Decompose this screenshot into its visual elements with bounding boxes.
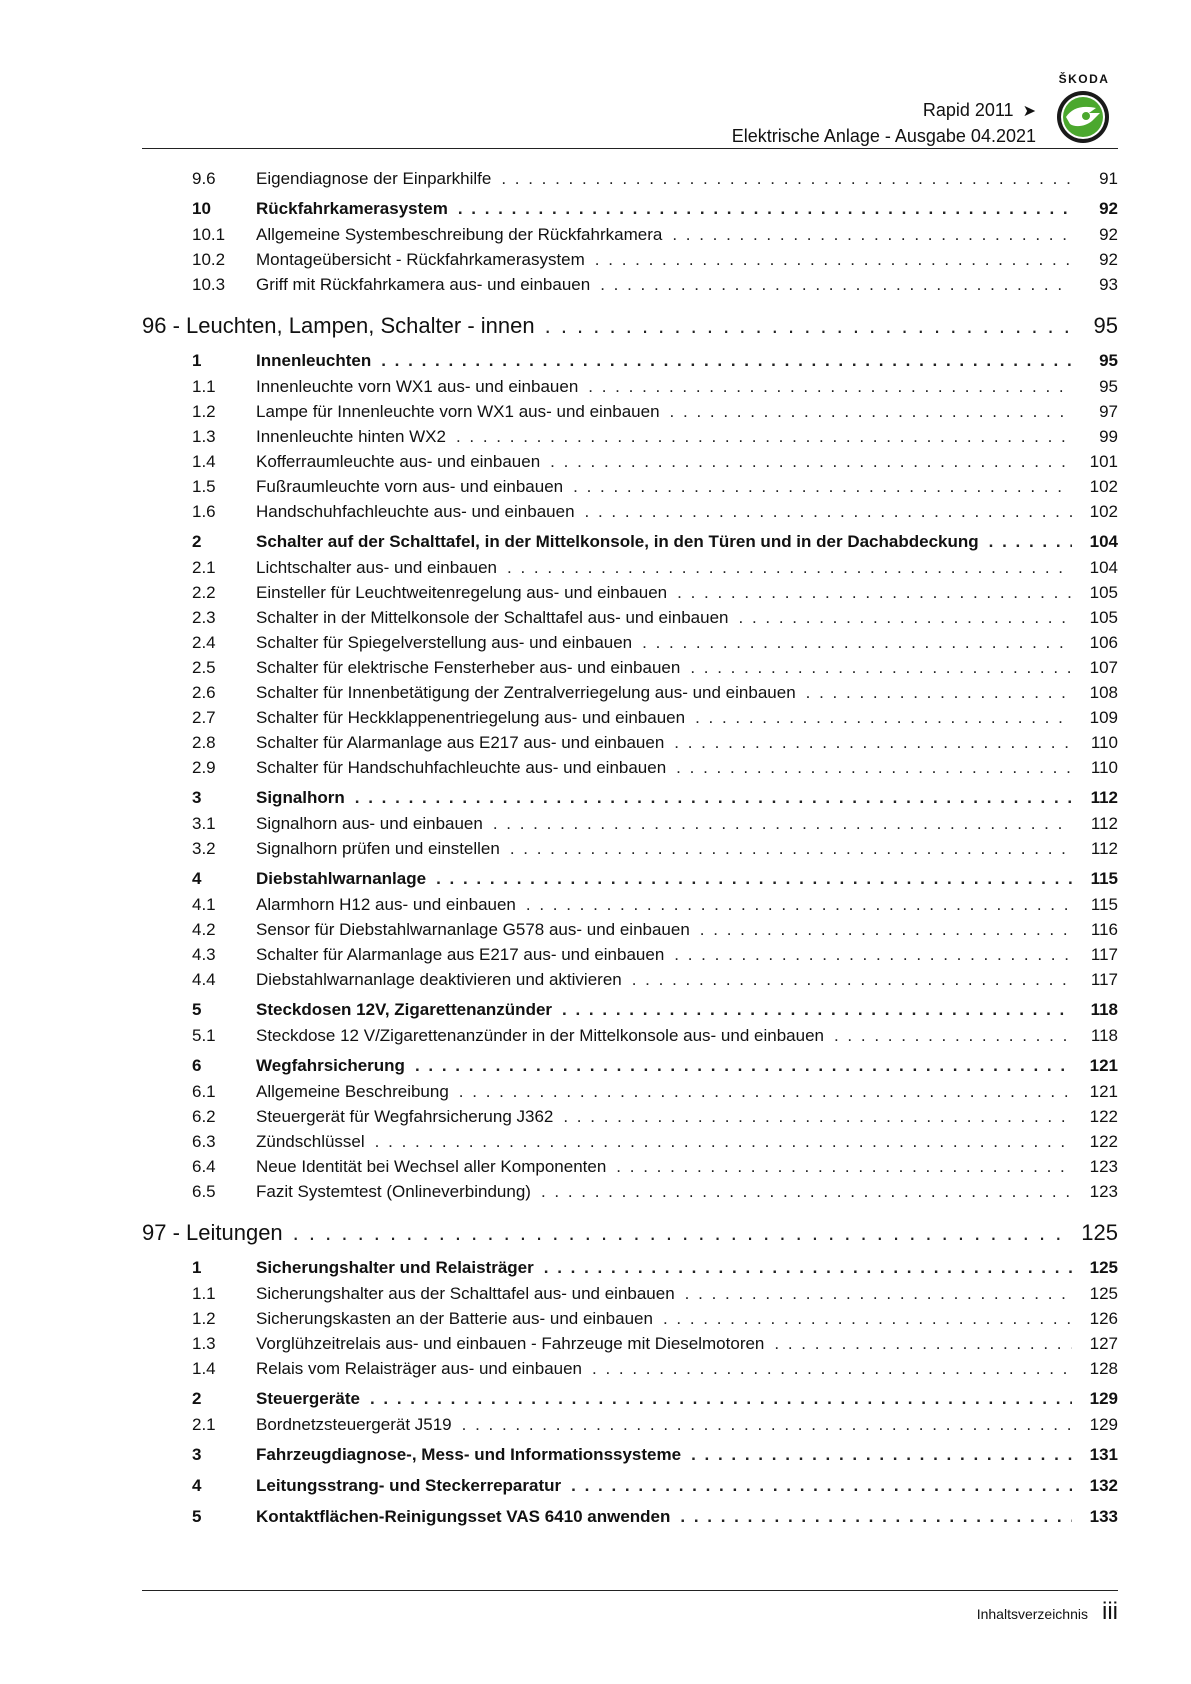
toc-section[interactable]	[142, 997, 1118, 1023]
toc-entry-page: 108	[1089, 683, 1118, 702]
dot-leader	[375, 1129, 1072, 1154]
toc-entry-page: 128	[1089, 1359, 1118, 1378]
toc-entry-title: Allgemeine Systembeschreibung der Rückfahrkamera	[256, 225, 663, 244]
toc-entry-title: Innenleuchte vorn WX1 aus- und einbauen	[256, 377, 579, 396]
toc-entry-title: Diebstahlwarnanlage	[256, 869, 427, 888]
toc-entry-title: Schalter für Spiegelverstellung aus- und einbauen	[256, 633, 633, 652]
toc-sub[interactable]	[142, 424, 1118, 449]
toc-entry-page: 101	[1089, 452, 1118, 471]
toc-entry-title: Sicherungskasten an der Batterie aus- und einbauen	[256, 1309, 653, 1328]
dot-leader	[674, 942, 1072, 967]
toc-section[interactable]	[142, 348, 1118, 374]
dot-leader	[676, 755, 1072, 780]
toc-entry-number: 1	[192, 351, 202, 370]
toc-entry-page: 121	[1089, 1056, 1118, 1075]
toc-sub[interactable]	[142, 1281, 1118, 1306]
arrow-icon: ➤	[1022, 103, 1036, 120]
toc-entry-page: 99	[1099, 427, 1118, 446]
dot-leader	[563, 1104, 1072, 1129]
toc-entry-title: Zündschlüssel	[256, 1132, 365, 1151]
toc-entry-title: Schalter auf der Schalttafel, in der Mittelkonsole, in den Türen und in der Dachabdeckung	[256, 532, 979, 551]
toc-entry-number: 10	[192, 199, 211, 218]
toc-entry-title: Schalter für Innenbetätigung der Zentralverriegelung aus- und einbauen	[256, 683, 796, 702]
toc-entry-number: 2.5	[192, 658, 216, 677]
toc-sub[interactable]	[142, 449, 1118, 474]
toc-sub[interactable]	[142, 942, 1118, 967]
toc-entry-page: 115	[1090, 895, 1118, 914]
toc-section[interactable]	[142, 1386, 1118, 1412]
toc-entry-title: Schalter für Handschuhfachleuchte aus- und einbauen	[256, 758, 667, 777]
toc-entry-page: 129	[1089, 1389, 1118, 1408]
toc-entry-page: 127	[1089, 1334, 1118, 1353]
page-header	[142, 62, 1118, 150]
toc-section[interactable]	[142, 1053, 1118, 1079]
toc-entry-number: 1.2	[192, 1309, 216, 1328]
toc-entry-title: Sensor für Diebstahlwarnanlage G578 aus- und einbauen	[256, 920, 690, 939]
toc-section[interactable]	[142, 1442, 1118, 1468]
toc-entry-title: Neue Identität bei Wechsel aller Komponenten	[256, 1157, 607, 1176]
toc-entry-number: 2.3	[192, 608, 216, 627]
toc-entry-number: 3	[192, 788, 202, 807]
toc-entry-title: Schalter in der Mittelkonsole der Schalttafel aus- und einbauen	[256, 608, 729, 627]
toc-entry-number: 1.4	[192, 1359, 216, 1378]
toc-entry-title: Kontaktflächen-Reinigungsset VAS 6410 anwenden	[256, 1507, 671, 1526]
toc-entry-page: 118	[1090, 1000, 1118, 1019]
toc-entry-number: 2.7	[192, 708, 216, 727]
toc-entry-title: Wegfahrsicherung	[256, 1056, 405, 1075]
toc-entry-page: 97	[1099, 402, 1118, 421]
dot-leader	[545, 309, 1072, 343]
toc-entry-number: 3.1	[192, 814, 216, 833]
dot-leader	[672, 222, 1072, 247]
toc-sub[interactable]	[142, 630, 1118, 655]
toc-entry-page: 117	[1090, 970, 1118, 989]
toc-entry-page: 95	[1099, 377, 1118, 396]
dot-leader	[573, 474, 1072, 499]
dot-leader	[600, 272, 1072, 297]
toc-entry-number: 5	[192, 1000, 202, 1019]
dot-leader	[415, 1053, 1072, 1079]
toc-entry-title: Fahrzeugdiagnose-, Mess- und Informationssysteme	[256, 1445, 682, 1464]
toc-entry-number: 4	[192, 869, 202, 888]
toc-sub[interactable]	[142, 580, 1118, 605]
dot-leader	[293, 1216, 1072, 1250]
toc-entry-page: 110	[1090, 758, 1118, 777]
toc-entry-title: Montageübersicht - Rückfahrkamerasystem	[256, 250, 585, 269]
dot-leader	[526, 892, 1072, 917]
dot-leader	[690, 655, 1072, 680]
toc-entry-page: 104	[1089, 532, 1118, 551]
dot-leader	[806, 680, 1072, 705]
toc-sub[interactable]	[142, 605, 1118, 630]
toc-entry-title: Relais vom Relaisträger aus- und einbauen	[256, 1359, 583, 1378]
toc-sub[interactable]	[142, 730, 1118, 755]
dot-leader	[695, 705, 1072, 730]
toc-entry-page: 122	[1089, 1132, 1118, 1151]
toc-entry-number: 4.3	[192, 945, 216, 964]
toc-entry-page: 117	[1090, 945, 1118, 964]
toc-entry-page: 104	[1089, 558, 1118, 577]
toc-entry-title: Signalhorn prüfen und einstellen	[256, 839, 500, 858]
toc-entry-number: 10.3	[192, 275, 226, 294]
toc-entry-number: 1.1	[192, 1284, 216, 1303]
toc-sub[interactable]	[142, 892, 1118, 917]
toc-entry-number: 1.2	[192, 402, 216, 421]
toc-entry-title: Fazit Systemtest (Onlineverbindung)	[256, 1182, 531, 1201]
toc-entry-number: 6	[192, 1056, 202, 1075]
dot-leader	[663, 1306, 1072, 1331]
toc-entry-page: 107	[1089, 658, 1118, 677]
toc-sub[interactable]	[142, 374, 1118, 399]
toc-sub[interactable]	[142, 1154, 1118, 1179]
toc-entry-title: Bordnetzsteuergerät J519	[256, 1415, 452, 1434]
toc-entry-page: 123	[1089, 1157, 1118, 1176]
toc-entry-number: 6.3	[192, 1132, 216, 1151]
toc-entry-page: 112	[1090, 839, 1118, 858]
toc-entry-title: Steckdose 12 V/Zigarettenanzünder in der Mittelkonsole aus- und einbauen	[256, 1026, 824, 1045]
dot-leader	[670, 399, 1072, 424]
dot-leader	[685, 1281, 1072, 1306]
dot-leader	[774, 1331, 1072, 1356]
toc-entry-title: Fußraumleuchte vorn aus- und einbauen	[256, 477, 564, 496]
toc-entry-title: Steuergerät für Wegfahrsicherung J362	[256, 1107, 554, 1126]
toc-entry-page: 95	[1099, 351, 1118, 370]
toc-sub[interactable]	[142, 1356, 1118, 1381]
toc-sub[interactable]	[142, 499, 1118, 524]
dot-leader	[562, 997, 1072, 1023]
footer-label: Inhaltsverzeichnis	[976, 1606, 1088, 1622]
toc-entry-title: Vorglühzeitrelais aus- und einbauen - Fahrzeuge mit Dieselmotoren	[256, 1334, 765, 1353]
toc-entry-number: 2.2	[192, 583, 216, 602]
dot-leader	[674, 730, 1072, 755]
page-footer	[977, 1598, 1118, 1626]
document-subtitle: Elektrische Anlage - Ausgabe 04.2021	[731, 126, 1036, 146]
toc-entry-number: 6.2	[192, 1107, 216, 1126]
toc-entry-number: 10.2	[192, 250, 226, 269]
toc-sub[interactable]	[142, 555, 1118, 580]
toc-entry-number: 4.1	[192, 895, 216, 914]
toc-sub[interactable]	[142, 1023, 1118, 1048]
toc-entry-number: 6.5	[192, 1182, 216, 1201]
toc-entry-title: Sicherungshalter und Relaisträger	[256, 1258, 534, 1277]
dot-leader	[616, 1154, 1072, 1179]
toc-entry-page: 105	[1089, 583, 1118, 602]
toc-entry-page: 91	[1099, 169, 1118, 188]
toc-entry-number: 4.2	[192, 920, 216, 939]
toc-entry-number: 1	[192, 1258, 202, 1277]
toc-entry-page: 115	[1090, 869, 1118, 888]
toc-entry-number: 4	[192, 1476, 202, 1495]
toc-entry-title: Signalhorn	[256, 788, 345, 807]
toc-entry-page: 118	[1090, 1026, 1118, 1045]
toc-sub[interactable]	[142, 967, 1118, 992]
dot-leader	[507, 555, 1072, 580]
toc-sub[interactable]	[142, 705, 1118, 730]
toc-entry-number: 2.8	[192, 733, 216, 752]
toc-entry-page: 133	[1089, 1507, 1118, 1526]
toc-entry-number: 4.4	[192, 970, 216, 989]
toc-entry-number: 2.1	[192, 558, 216, 577]
toc-entry-number: 1.5	[192, 477, 216, 496]
toc-section[interactable]	[142, 529, 1118, 555]
toc-entry-title: Schalter für Alarmanlage aus E217 aus- und einbauen	[256, 733, 665, 752]
toc-entry-title: Innenleuchten	[256, 351, 372, 370]
dot-leader	[739, 605, 1072, 630]
dot-leader	[462, 1412, 1072, 1437]
toc-entry-title: Schalter für elektrische Fensterheber aus- und einbauen	[256, 658, 681, 677]
toc-sub[interactable]	[142, 655, 1118, 680]
toc-entry-page: 106	[1089, 633, 1118, 652]
dot-leader	[544, 1255, 1072, 1281]
toc-entry-number: 9.6	[192, 169, 216, 188]
toc-entry-title: Schalter für Heckklappenentriegelung aus- und einbauen	[256, 708, 686, 727]
dot-leader	[510, 836, 1072, 861]
dot-leader	[989, 529, 1072, 555]
toc-entry-page: 126	[1089, 1309, 1118, 1328]
toc-entry-page: 102	[1089, 502, 1118, 521]
toc-entry-page: 121	[1089, 1082, 1118, 1101]
toc-entry-page: 110	[1090, 733, 1118, 752]
toc-entry-title: Schalter für Alarmanlage aus E217 aus- und einbauen	[256, 945, 665, 964]
toc-entry-page: 112	[1090, 814, 1118, 833]
toc-entry-page: 95	[1093, 313, 1118, 338]
table-of-contents	[142, 166, 1118, 1530]
toc-entry-title: Griff mit Rückfahrkamera aus- und einbauen	[256, 275, 591, 294]
toc-sub[interactable]	[142, 1331, 1118, 1356]
toc-section[interactable]	[142, 196, 1118, 222]
toc-entry-page: 116	[1090, 920, 1118, 939]
toc-entry-title: Handschuhfachleuchte aus- und einbauen	[256, 502, 575, 521]
toc-entry-title: Rückfahrkamerasystem	[256, 199, 448, 218]
toc-sub[interactable]	[142, 166, 1118, 191]
toc-entry-page: 102	[1089, 477, 1118, 496]
toc-entry-number: 1.1	[192, 377, 216, 396]
dot-leader	[592, 1356, 1072, 1381]
toc-sub[interactable]	[142, 399, 1118, 424]
toc-entry-title: Einsteller für Leuchtweitenregelung aus- und einbauen	[256, 583, 668, 602]
dot-leader	[355, 785, 1072, 811]
toc-entry-title: Lichtschalter aus- und einbauen	[256, 558, 497, 577]
toc-sub[interactable]	[142, 1129, 1118, 1154]
dot-leader	[501, 166, 1072, 191]
toc-entry-number: 2	[192, 1389, 202, 1408]
toc-entry-number: 1.6	[192, 502, 216, 521]
dot-leader	[642, 630, 1072, 655]
toc-sub[interactable]	[142, 222, 1118, 247]
toc-sub[interactable]	[142, 680, 1118, 705]
toc-entry-number: 6.1	[192, 1082, 216, 1101]
toc-entry-number: 5.1	[192, 1026, 216, 1045]
toc-entry-title: Sicherungshalter aus der Schalttafel aus- und einbauen	[256, 1284, 675, 1303]
toc-entry-number: 1.4	[192, 452, 216, 471]
toc-entry-title: Leitungsstrang- und Steckerreparatur	[256, 1476, 562, 1495]
toc-section[interactable]	[142, 785, 1118, 811]
toc-section[interactable]	[142, 866, 1118, 892]
toc-entry-page: 129	[1089, 1415, 1118, 1434]
toc-sub[interactable]	[142, 1306, 1118, 1331]
toc-sub[interactable]	[142, 836, 1118, 861]
dot-leader	[700, 917, 1072, 942]
toc-entry-number: 2.4	[192, 633, 216, 652]
toc-entry-page: 92	[1099, 199, 1118, 218]
toc-entry-number: 2.6	[192, 683, 216, 702]
toc-chapter[interactable]	[142, 1216, 1118, 1250]
toc-chapter[interactable]	[142, 309, 1118, 343]
toc-entry-page: 132	[1089, 1476, 1118, 1495]
dot-leader	[493, 811, 1072, 836]
toc-sub[interactable]	[142, 755, 1118, 780]
dot-leader	[834, 1023, 1072, 1048]
toc-entry-number: 6.4	[192, 1157, 216, 1176]
toc-sub[interactable]	[142, 247, 1118, 272]
toc-entry-number: 1.3	[192, 1334, 216, 1353]
toc-entry-title: 96 - Leuchten, Lampen, Schalter - innen	[142, 313, 535, 338]
toc-entry-number: 3.2	[192, 839, 216, 858]
toc-entry-number: 2.1	[192, 1415, 216, 1434]
dot-leader	[541, 1179, 1072, 1204]
dot-leader	[550, 449, 1072, 474]
toc-entry-page: 125	[1089, 1284, 1118, 1303]
toc-entry-page: 92	[1099, 250, 1118, 269]
toc-sub[interactable]	[142, 917, 1118, 942]
dot-leader	[370, 1386, 1072, 1412]
toc-sub[interactable]	[142, 1412, 1118, 1437]
toc-entry-title: Steckdosen 12V, Zigarettenanzünder	[256, 1000, 553, 1019]
dot-leader	[571, 1473, 1072, 1499]
toc-entry-page: 105	[1089, 608, 1118, 627]
dot-leader	[381, 348, 1072, 374]
toc-entry-page: 125	[1089, 1258, 1118, 1277]
dot-leader	[585, 499, 1072, 524]
dot-leader	[458, 196, 1072, 222]
dot-leader	[456, 424, 1072, 449]
toc-entry-title: Alarmhorn H12 aus- und einbauen	[256, 895, 516, 914]
toc-entry-title: Kofferraumleuchte aus- und einbauen	[256, 452, 541, 471]
toc-sub[interactable]	[142, 272, 1118, 297]
toc-entry-title: Diebstahlwarnanlage deaktivieren und aktivieren	[256, 970, 622, 989]
toc-entry-title: Innenleuchte hinten WX2	[256, 427, 446, 446]
header-text	[732, 98, 1036, 148]
toc-sub[interactable]	[142, 1104, 1118, 1129]
dot-leader	[632, 967, 1072, 992]
toc-section[interactable]	[142, 1255, 1118, 1281]
toc-entry-title: Signalhorn aus- und einbauen	[256, 814, 483, 833]
toc-entry-title: Lampe für Innenleuchte vorn WX1 aus- und einbauen	[256, 402, 660, 421]
toc-entry-page: 109	[1089, 708, 1118, 727]
toc-section[interactable]	[142, 1504, 1118, 1530]
page-number: iii	[1102, 1598, 1118, 1625]
toc-sub[interactable]	[142, 811, 1118, 836]
header-divider	[142, 148, 1118, 149]
toc-entry-number: 1.3	[192, 427, 216, 446]
dot-leader	[595, 247, 1072, 272]
toc-entry-number: 3	[192, 1445, 202, 1464]
dot-leader	[588, 374, 1072, 399]
toc-entry-title: Allgemeine Beschreibung	[256, 1082, 449, 1101]
dot-leader	[436, 866, 1072, 892]
toc-entry-page: 125	[1081, 1220, 1118, 1245]
toc-entry-page: 131	[1089, 1445, 1118, 1464]
toc-entry-number: 10.1	[192, 225, 226, 244]
skoda-logo-icon	[1056, 90, 1110, 144]
toc-entry-title: Eigendiagnose der Einparkhilfe	[256, 169, 492, 188]
dot-leader	[691, 1442, 1072, 1468]
toc-entry-number: 2	[192, 532, 202, 551]
toc-section[interactable]	[142, 1473, 1118, 1499]
dot-leader	[459, 1079, 1072, 1104]
toc-entry-page: 123	[1089, 1182, 1118, 1201]
toc-entry-page: 112	[1090, 788, 1118, 807]
toc-sub[interactable]	[142, 474, 1118, 499]
toc-entry-title: Steuergeräte	[256, 1389, 360, 1408]
toc-entry-page: 92	[1099, 225, 1118, 244]
dot-leader	[677, 580, 1072, 605]
dot-leader	[680, 1504, 1072, 1530]
toc-entry-number: 2.9	[192, 758, 216, 777]
toc-entry-page: 122	[1089, 1107, 1118, 1126]
footer-divider	[142, 1590, 1118, 1591]
model-title: Rapid 2011	[922, 100, 1014, 120]
toc-sub[interactable]	[142, 1079, 1118, 1104]
toc-entry-number: 5	[192, 1507, 202, 1526]
toc-entry-page: 93	[1099, 275, 1118, 294]
toc-sub[interactable]	[142, 1179, 1118, 1204]
brand-wordmark: ŠKODA	[1058, 72, 1110, 86]
toc-entry-title: 97 - Leitungen	[142, 1220, 283, 1245]
